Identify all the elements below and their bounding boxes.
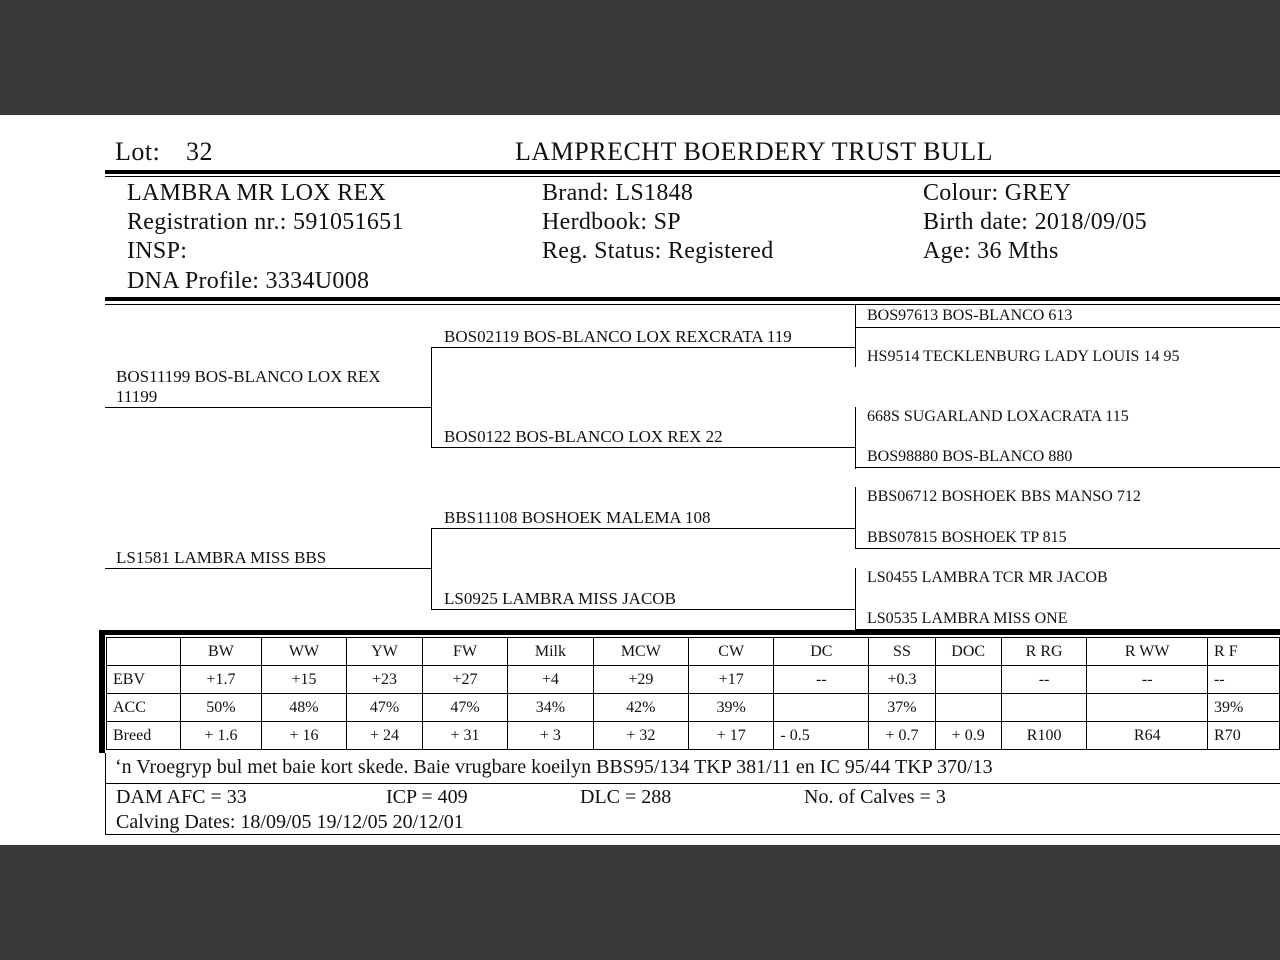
- dam-dlc: DLC = 288: [580, 786, 672, 808]
- table-header-cell: SS: [869, 638, 935, 666]
- table-header-cell: WW: [261, 638, 346, 666]
- dam-line: [105, 568, 431, 569]
- gg1-name: BOS97613 BOS-BLANCO 613: [867, 307, 1073, 324]
- remark-left-rule: [105, 753, 106, 835]
- table-header-cell: DC: [774, 638, 869, 666]
- table-cell: 34%: [508, 694, 593, 722]
- sire-dam-line: [431, 447, 855, 448]
- table-cell: +17: [689, 666, 774, 694]
- colour: Colour: GREY: [923, 180, 1072, 206]
- gg1-line: [855, 327, 1280, 328]
- table-cell: 39%: [1208, 694, 1280, 722]
- dam-calves: No. of Calves = 3: [804, 786, 946, 808]
- sire-dam-name: BOS0122 BOS-BLANCO LOX REX 22: [444, 427, 723, 446]
- sire-name: BOS11199 BOS-BLANCO LOX REX: [116, 367, 381, 386]
- table-cell: [1001, 694, 1087, 722]
- gg-connector-4: [855, 568, 856, 630]
- table-row-breed: [107, 722, 1280, 750]
- table-header-cell: R RG: [1001, 638, 1087, 666]
- table-cell: --: [1001, 666, 1087, 694]
- table-cell: + 0.7: [869, 722, 935, 750]
- table-cell: + 32: [593, 722, 688, 750]
- dam-dam-line: [431, 609, 855, 610]
- gg4-line: [855, 467, 1280, 468]
- table-cell: + 3: [508, 722, 593, 750]
- table-cell: + 17: [689, 722, 774, 750]
- gg-connector-2: [855, 407, 856, 469]
- table-cell: 39%: [689, 694, 774, 722]
- dam-connector: [431, 528, 432, 610]
- gg4-name: BOS98880 BOS-BLANCO 880: [867, 448, 1073, 465]
- registration-number: Registration nr.: 591051651: [127, 209, 404, 235]
- table-cell: 37%: [869, 694, 935, 722]
- gg6-line: [855, 548, 1280, 549]
- sire-connector: [431, 347, 432, 448]
- table-cell: 42%: [593, 694, 688, 722]
- table-header-cell: [107, 638, 181, 666]
- gg6-name: BBS07815 BOSHOEK TP 815: [867, 529, 1067, 546]
- table-header-cell: R WW: [1087, 638, 1208, 666]
- sire-sire-name: BOS02119 BOS-BLANCO LOX REXCRATA 119: [444, 327, 792, 346]
- table-header-cell: Milk: [508, 638, 593, 666]
- brand: Brand: LS1848: [542, 180, 694, 206]
- table-top-rule: [99, 630, 1280, 635]
- birth-date: Birth date: 2018/09/05: [923, 209, 1147, 235]
- dam-name: LS1581 LAMBRA MISS BBS: [116, 548, 327, 567]
- table-cell: 47%: [347, 694, 423, 722]
- dna-profile: DNA Profile: 3334U008: [127, 268, 370, 294]
- gg-connector-3: [855, 487, 856, 549]
- table-cell: +1.7: [181, 666, 262, 694]
- page-title: LAMPRECHT BOERDERY TRUST BULL: [515, 137, 993, 166]
- table-cell: R70: [1208, 722, 1280, 750]
- row-label: Breed: [107, 722, 181, 750]
- table-cell: [935, 666, 1001, 694]
- table-row-acc: [107, 694, 1280, 722]
- row-label: EBV: [107, 666, 181, 694]
- bottom-dark-band: [0, 845, 1280, 960]
- gg5-name: BBS06712 BOSHOEK BBS MANSO 712: [867, 488, 1141, 505]
- row-label: ACC: [107, 694, 181, 722]
- table-left-rule: [99, 630, 105, 753]
- table-header-row: [107, 638, 1280, 666]
- table-cell: [774, 694, 869, 722]
- header-rule-thin: [105, 176, 1280, 177]
- age: Age: 36 Mths: [923, 238, 1059, 264]
- gg7-name: LS0455 LAMBRA TCR MR JACOB: [867, 569, 1108, 586]
- reg-status: Reg. Status: Registered: [542, 238, 774, 264]
- table-cell: 48%: [261, 694, 346, 722]
- dam-sire-line: [431, 528, 855, 529]
- table-cell: +27: [422, 666, 507, 694]
- header-rule: [105, 170, 1280, 174]
- calving-dates: Calving Dates: 18/09/05 19/12/05 20/12/01: [116, 811, 464, 833]
- table-cell: +0.3: [869, 666, 935, 694]
- table-cell: + 0.9: [935, 722, 1001, 750]
- table-cell: 47%: [422, 694, 507, 722]
- gg2-name: HS9514 TECKLENBURG LADY LOUIS 14 95: [867, 348, 1180, 365]
- table-header-cell: FW: [422, 638, 507, 666]
- sire-name-line2: 11199: [116, 387, 158, 406]
- table-cell: + 16: [261, 722, 346, 750]
- details-rule-thin: [105, 304, 1280, 305]
- table-cell: - 0.5: [774, 722, 869, 750]
- insp-label: INSP:: [127, 238, 188, 264]
- gg-connector-1: [855, 305, 856, 367]
- top-dark-band: [0, 0, 1280, 115]
- table-cell: +29: [593, 666, 688, 694]
- catalogue-page: [0, 115, 1280, 845]
- table-cell: [1087, 694, 1208, 722]
- herdbook: Herdbook: SP: [542, 209, 681, 235]
- table-cell: +4: [508, 666, 593, 694]
- table-header-cell: DOC: [935, 638, 1001, 666]
- bottom-rule: [105, 834, 1280, 835]
- sire-line: [105, 407, 431, 408]
- table-header-cell: R F: [1208, 638, 1280, 666]
- table-row-ebv: [107, 666, 1280, 694]
- table-cell: +15: [261, 666, 346, 694]
- table-cell: 50%: [181, 694, 262, 722]
- lot-label: Lot:: [115, 137, 161, 166]
- dam-afc: DAM AFC = 33: [116, 786, 247, 808]
- table-cell: --: [1087, 666, 1208, 694]
- table-cell: [935, 694, 1001, 722]
- dam-sire-name: BBS11108 BOSHOEK MALEMA 108: [444, 508, 711, 527]
- table-cell: R100: [1001, 722, 1087, 750]
- table-header-cell: CW: [689, 638, 774, 666]
- animal-name: LAMBRA MR LOX REX: [127, 180, 387, 206]
- table-cell: + 1.6: [181, 722, 262, 750]
- dam-dam-name: LS0925 LAMBRA MISS JACOB: [444, 589, 676, 608]
- lot-number: 32: [186, 137, 213, 166]
- remark-text: ‘n Vroegryp bul met baie kort skede. Baie vrugbare koeilyn BBS95/134 TKP 381/11 en IC 95/44 TKP 370/13: [115, 756, 993, 778]
- gg8-name: LS0535 LAMBRA MISS ONE: [867, 610, 1068, 627]
- table-cell: --: [1208, 666, 1280, 694]
- ebv-table: [106, 637, 1280, 750]
- table-cell: +23: [347, 666, 423, 694]
- details-rule: [105, 297, 1280, 301]
- gg3-name: 668S SUGARLAND LOXACRATA 115: [867, 408, 1129, 425]
- table-header-cell: MCW: [593, 638, 688, 666]
- table-cell: + 31: [422, 722, 507, 750]
- remark-rule: [105, 783, 1280, 784]
- table-cell: --: [774, 666, 869, 694]
- table-header-cell: BW: [181, 638, 262, 666]
- table-header-cell: YW: [347, 638, 423, 666]
- dam-icp: ICP = 409: [386, 786, 468, 808]
- table-cell: + 24: [347, 722, 423, 750]
- table-cell: R64: [1087, 722, 1208, 750]
- sire-sire-line: [431, 347, 855, 348]
